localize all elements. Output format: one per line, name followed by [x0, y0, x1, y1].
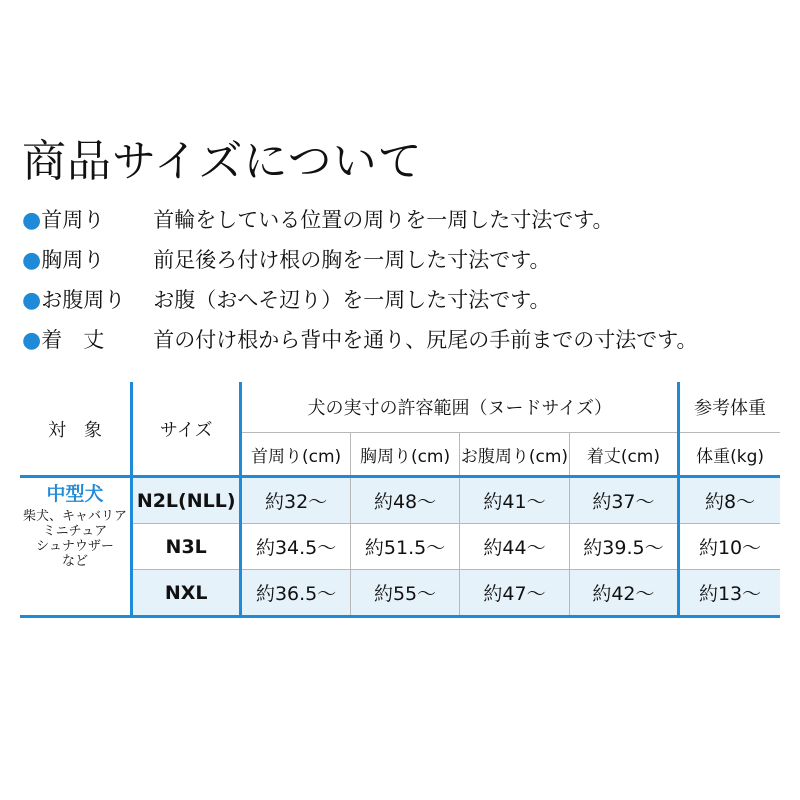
target-dog-cell — [20, 477, 131, 617]
header-length: 着丈(cm) — [569, 433, 678, 477]
table-row — [20, 524, 780, 570]
neck-cell: 約34.5～ — [241, 524, 350, 570]
size-cell — [131, 524, 240, 570]
header-chest: 胸周り(cm) — [350, 433, 459, 477]
weight-cell: 約8～ — [679, 477, 780, 524]
header-belly: お腹周り(cm) — [460, 433, 569, 477]
size-name: NXL — [164, 581, 208, 604]
belly-cell: 約41～ — [460, 477, 569, 524]
definition-term: 着 丈 — [41, 328, 105, 352]
definition-term: 胸周り — [41, 248, 105, 272]
header-weight: 体重(kg) — [679, 433, 780, 477]
header-reference-weight: 参考体重 — [679, 382, 780, 433]
header-size: サイズ — [131, 382, 240, 477]
definition-term: 首周り — [41, 208, 105, 232]
header-nude-size-range: 犬の実寸の許容範囲（ヌードサイズ） — [241, 382, 679, 433]
neck-cell: 約32～ — [241, 477, 350, 524]
chest-cell: 約51.5～ — [350, 524, 459, 570]
definition-length — [22, 324, 792, 356]
definition-term: お腹周り — [41, 288, 126, 312]
chest-cell: 約48～ — [350, 477, 459, 524]
belly-cell: 約44～ — [460, 524, 569, 570]
belly-cell: 約47～ — [460, 570, 569, 617]
breed-line: ミニチュア — [42, 523, 108, 539]
table-row — [20, 570, 780, 617]
bullet-icon: ● — [22, 208, 42, 233]
definition-belly — [22, 284, 792, 316]
definition-description: 前足後ろ付け根の胸を一周した寸法です。 — [153, 248, 551, 272]
size-cell — [131, 477, 240, 524]
length-cell: 約42～ — [569, 570, 678, 617]
page-title: 商品サイズについて — [22, 136, 423, 187]
size-cell — [131, 570, 240, 617]
weight-cell: 約13～ — [679, 570, 780, 617]
breed-line: シュナウザー — [36, 538, 114, 554]
breed-line: など — [61, 553, 88, 569]
length-cell: 約37～ — [569, 477, 678, 524]
weight-cell: 約10～ — [679, 524, 780, 570]
bullet-icon: ● — [22, 288, 42, 313]
bullet-icon: ● — [22, 328, 42, 353]
size-name: N2L(NLL) — [136, 489, 236, 512]
definition-description: 首輪をしている位置の周りを一周した寸法です。 — [153, 208, 614, 232]
definition-description: お腹（おへそ辺り）を一周した寸法です。 — [153, 288, 551, 312]
dog-type: 中型犬 — [46, 483, 104, 505]
chest-cell: 約55～ — [350, 570, 459, 617]
table-row — [20, 477, 780, 524]
length-cell: 約39.5～ — [569, 524, 678, 570]
definition-chest — [22, 244, 792, 276]
neck-cell: 約36.5～ — [241, 570, 350, 617]
header-target: 対 象 — [20, 382, 131, 477]
definition-neck — [22, 204, 792, 236]
bullet-icon: ● — [22, 248, 42, 273]
breed-line: 柴犬、キャバリア — [22, 508, 127, 524]
size-name: N3L — [165, 535, 207, 558]
definition-description: 首の付け根から背中を通り、尻尾の手前までの寸法です。 — [153, 328, 698, 352]
size-table — [20, 382, 780, 618]
header-neck: 首周り(cm) — [241, 433, 350, 477]
